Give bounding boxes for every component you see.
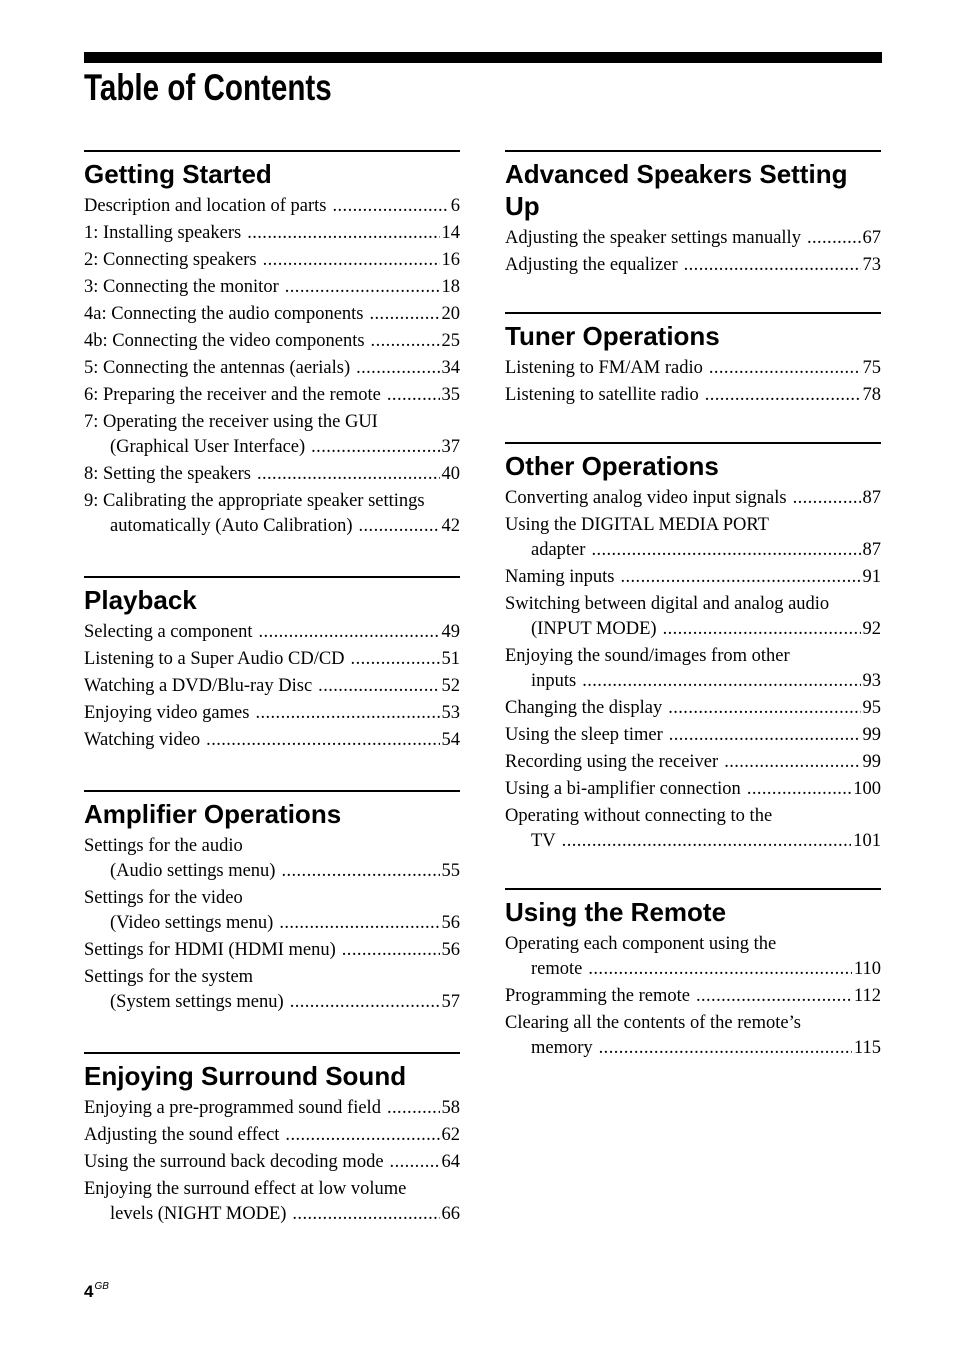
toc-entry[interactable] — [505, 644, 881, 694]
toc-entry-page: 52 — [441, 676, 460, 696]
toc-entry-text: memory — [531, 1038, 593, 1058]
toc-entry-page: 54 — [441, 730, 460, 750]
toc-entry-text: Adjusting the equalizer — [505, 255, 678, 275]
toc-entry-text: Using the surround back decoding mode — [84, 1152, 384, 1172]
toc-entry-line — [505, 777, 881, 802]
toc-entry-page: 35 — [441, 385, 460, 405]
toc-entry-page: 55 — [441, 861, 460, 881]
toc-entry-text: Switching between digital and analog audio — [505, 594, 830, 614]
toc-entry-line — [505, 696, 881, 721]
toc-entry-text: 3: Connecting the monitor — [84, 277, 279, 297]
dot-leader — [582, 669, 860, 694]
toc-entry-line — [505, 565, 881, 590]
toc-section-using-the-remote — [505, 888, 881, 1061]
toc-entry-line — [84, 194, 460, 219]
toc-entry-text: (Video settings menu) — [110, 913, 274, 933]
dot-leader — [311, 435, 439, 460]
dot-leader — [591, 538, 860, 563]
toc-entry-continuation — [84, 990, 460, 1015]
toc-entry-line — [505, 592, 881, 617]
toc-entry-text: remote — [531, 959, 583, 979]
toc-entry-line — [505, 356, 881, 381]
toc-entry-continuation — [505, 669, 881, 694]
toc-entry-line — [84, 489, 460, 514]
toc-entry-text: (Audio settings menu) — [110, 861, 276, 881]
section-heading: Advanced Speakers Setting Up — [505, 159, 848, 221]
toc-entry-page: 56 — [441, 913, 460, 933]
toc-entry-page: 57 — [441, 992, 460, 1012]
toc-entry-line — [505, 644, 881, 669]
toc-entry-text: 4b: Connecting the video components — [84, 331, 365, 351]
toc-entry-text: 7: Operating the receiver using the GUI — [84, 412, 378, 432]
toc-entry[interactable] — [505, 592, 881, 642]
toc-entry-page: 115 — [853, 1038, 881, 1058]
toc-entry-text: Listening to FM/AM radio — [505, 358, 703, 378]
dot-leader — [793, 486, 861, 511]
toc-entry-page: 64 — [441, 1152, 460, 1172]
toc-entry-text: Settings for HDMI (HDMI menu) — [84, 940, 336, 960]
toc-entry-continuation — [505, 617, 881, 642]
toc-entry-continuation — [84, 911, 460, 936]
toc-entry-text: (System settings menu) — [110, 992, 284, 1012]
toc-entry-line — [84, 302, 460, 327]
toc-entry-page: 73 — [862, 255, 881, 275]
dot-leader — [371, 329, 440, 354]
toc-section-advanced-speakers-setting-up — [505, 150, 881, 278]
toc-entry-page: 51 — [441, 649, 460, 669]
toc-entry-line — [84, 383, 460, 408]
toc-entry-page: 6 — [450, 196, 460, 216]
toc-entry-list — [505, 226, 881, 278]
toc-entry-list — [84, 620, 460, 753]
dot-leader — [359, 514, 440, 539]
toc-entry[interactable] — [505, 750, 881, 775]
toc-entry-line — [84, 1150, 460, 1175]
dot-leader — [669, 723, 861, 748]
toc-entry-list — [84, 1096, 460, 1227]
toc-entry-line — [84, 1123, 460, 1148]
toc-entry-continuation — [505, 957, 881, 982]
toc-entry-line — [84, 1096, 460, 1121]
toc-entry[interactable] — [505, 984, 881, 1009]
toc-entry-text: Adjusting the speaker settings manually — [505, 228, 801, 248]
toc-entry-page: 40 — [441, 464, 460, 484]
toc-entry-list — [505, 932, 881, 1061]
dot-leader — [390, 1150, 440, 1175]
dot-leader — [663, 617, 861, 642]
toc-entry-page: 53 — [441, 703, 460, 723]
toc-entry-text: inputs — [531, 671, 577, 691]
toc-entry-text: Settings for the video — [84, 888, 243, 908]
dot-leader — [562, 829, 852, 854]
toc-entry-text: 1: Installing speakers — [84, 223, 242, 243]
toc-entry-text: Using the DIGITAL MEDIA PORT — [505, 515, 769, 535]
toc-entry-page: 112 — [853, 986, 881, 1006]
toc-entry-text: TV — [531, 831, 556, 851]
toc-entry-page: 18 — [441, 277, 460, 297]
dot-leader — [279, 911, 439, 936]
toc-entry-text: Enjoying video games — [84, 703, 250, 723]
dot-leader — [255, 701, 439, 726]
toc-section-other-operations — [505, 442, 881, 854]
toc-entry[interactable] — [505, 565, 881, 590]
toc-entry[interactable] — [84, 275, 460, 300]
page-number-suffix: GB — [94, 1281, 109, 1292]
toc-entry[interactable] — [84, 1096, 460, 1121]
toc-entry-text: automatically (Auto Calibration) — [110, 516, 353, 536]
toc-entry[interactable] — [84, 356, 460, 381]
toc-entry-page: 34 — [441, 358, 460, 378]
toc-entry-line — [505, 513, 881, 538]
toc-entry-text: Description and location of parts — [84, 196, 327, 216]
dot-leader — [292, 1202, 439, 1227]
toc-entry-text: Settings for the audio — [84, 836, 243, 856]
toc-entry-page: 93 — [862, 671, 881, 691]
section-heading: Other Operations — [505, 451, 719, 481]
toc-entry[interactable] — [84, 647, 460, 672]
toc-entry-text: Enjoying the sound/images from other — [505, 646, 790, 666]
toc-entry[interactable] — [84, 834, 460, 884]
toc-entry-continuation — [84, 859, 460, 884]
dot-leader — [285, 1123, 439, 1148]
toc-column-right — [505, 150, 881, 1063]
toc-entry-page: 56 — [441, 940, 460, 960]
section-heading: Playback — [84, 585, 197, 615]
toc-entry-continuation — [84, 514, 460, 539]
toc-entry-line — [84, 221, 460, 246]
dot-leader — [709, 356, 861, 381]
toc-entry-line — [505, 486, 881, 511]
dot-leader — [599, 1036, 852, 1061]
toc-entry[interactable] — [84, 489, 460, 539]
toc-entry-line — [84, 886, 460, 911]
dot-leader — [263, 248, 440, 273]
toc-entry-page: 78 — [862, 385, 881, 405]
toc-entry-text: Operating without connecting to the — [505, 806, 773, 826]
toc-entry-line — [84, 674, 460, 699]
toc-entry-page: 37 — [441, 437, 460, 457]
toc-entry-page: 75 — [862, 358, 881, 378]
toc-entry-page: 66 — [441, 1204, 460, 1224]
dot-leader — [333, 194, 449, 219]
dot-leader — [724, 750, 860, 775]
toc-entry[interactable] — [505, 1011, 881, 1061]
toc-entry-list — [84, 194, 460, 539]
toc-entry-text: Clearing all the contents of the remote’s — [505, 1013, 801, 1033]
section-heading: Getting Started — [84, 159, 272, 189]
toc-entry[interactable] — [84, 965, 460, 1015]
toc-entry[interactable] — [84, 1177, 460, 1227]
toc-entry-line — [505, 226, 881, 251]
toc-entry-page: 25 — [441, 331, 460, 351]
toc-entry-page: 67 — [862, 228, 881, 248]
section-heading: Enjoying Surround Sound — [84, 1061, 407, 1091]
toc-entry-continuation — [84, 1202, 460, 1227]
dot-leader — [620, 565, 860, 590]
toc-entry[interactable] — [505, 513, 881, 563]
toc-entry-text: 8: Setting the speakers — [84, 464, 251, 484]
dot-leader — [356, 356, 439, 381]
toc-entry-page: 49 — [441, 622, 460, 642]
toc-entry-page: 14 — [441, 223, 460, 243]
toc-entry[interactable] — [84, 701, 460, 726]
toc-entry-list — [505, 486, 881, 854]
dot-leader — [259, 620, 440, 645]
toc-entry-page: 100 — [853, 779, 881, 799]
toc-entry-text: Adjusting the sound effect — [84, 1125, 280, 1145]
dot-leader — [705, 383, 861, 408]
toc-entry-page: 101 — [853, 831, 881, 851]
toc-entry-text: Listening to satellite radio — [505, 385, 699, 405]
toc-section-getting-started — [84, 150, 460, 539]
toc-entry[interactable] — [84, 886, 460, 936]
toc-entry-page: 110 — [853, 959, 881, 979]
toc-entry[interactable] — [84, 1150, 460, 1175]
toc-entry[interactable] — [84, 302, 460, 327]
toc-entry[interactable] — [505, 356, 881, 381]
section-heading: Amplifier Operations — [84, 799, 342, 829]
toc-entry[interactable] — [84, 221, 460, 246]
toc-entry-continuation — [505, 1036, 881, 1061]
dot-leader — [290, 990, 440, 1015]
toc-entry-text: Enjoying a pre-programmed sound field — [84, 1098, 381, 1118]
toc-entry-line — [84, 248, 460, 273]
toc-entry-line — [84, 965, 460, 990]
dot-leader — [747, 777, 851, 802]
page-footer — [84, 1282, 109, 1302]
toc-entry-text: levels (NIGHT MODE) — [110, 1204, 287, 1224]
toc-entry-line — [84, 938, 460, 963]
dot-leader — [387, 383, 440, 408]
toc-entry-line — [84, 834, 460, 859]
toc-entry-line — [84, 728, 460, 753]
toc-entry-page: 42 — [441, 516, 460, 536]
toc-entry-page: 87 — [862, 540, 881, 560]
toc-entry-line — [505, 253, 881, 278]
toc-entry-text: Using a bi-amplifier connection — [505, 779, 741, 799]
title-rule — [84, 52, 882, 63]
toc-entry[interactable] — [505, 723, 881, 748]
dot-leader — [281, 859, 439, 884]
toc-entry-text: 5: Connecting the antennas (aerials) — [84, 358, 351, 378]
toc-entry-page: 87 — [862, 488, 881, 508]
toc-entry[interactable] — [505, 696, 881, 721]
dot-leader — [588, 957, 852, 982]
dot-leader — [247, 221, 439, 246]
toc-entry-line — [505, 750, 881, 775]
toc-section-enjoying-surround-sound — [84, 1052, 460, 1227]
toc-entry-text: Changing the display — [505, 698, 663, 718]
toc-entry-page: 99 — [862, 752, 881, 772]
toc-entry[interactable] — [505, 486, 881, 511]
toc-entry-text: adapter — [531, 540, 586, 560]
toc-entry-text: (INPUT MODE) — [531, 619, 657, 639]
toc-entry[interactable] — [84, 410, 460, 460]
toc-entry-line — [505, 932, 881, 957]
dot-leader — [370, 302, 440, 327]
toc-entry-line — [505, 804, 881, 829]
toc-entry[interactable] — [505, 777, 881, 802]
toc-section-amplifier-operations — [84, 790, 460, 1015]
section-heading: Using the Remote — [505, 897, 727, 927]
toc-entry[interactable] — [84, 194, 460, 219]
toc-entry-page: 62 — [441, 1125, 460, 1145]
toc-entry-line — [84, 620, 460, 645]
dot-leader — [684, 253, 861, 278]
toc-entry[interactable] — [84, 728, 460, 753]
toc-section-playback — [84, 576, 460, 753]
toc-entry-line — [84, 329, 460, 354]
dot-leader — [696, 984, 852, 1009]
dot-leader — [342, 938, 440, 963]
page-number: 4 — [84, 1282, 94, 1301]
dot-leader — [668, 696, 860, 721]
toc-entry[interactable] — [84, 1123, 460, 1148]
toc-entry-text: 9: Calibrating the appropriate speaker settings — [84, 491, 425, 511]
toc-entry-text: Programming the remote — [505, 986, 690, 1006]
toc-entry-continuation — [505, 538, 881, 563]
toc-entry-line — [84, 410, 460, 435]
dot-leader — [387, 1096, 440, 1121]
toc-entry-page: 16 — [441, 250, 460, 270]
toc-entry-list — [84, 834, 460, 1015]
toc-entry-line — [84, 462, 460, 487]
toc-entry[interactable] — [84, 329, 460, 354]
dot-leader — [351, 647, 440, 672]
toc-entry-line — [505, 723, 881, 748]
toc-entry-text: Operating each component using the — [505, 934, 777, 954]
toc-entry[interactable] — [84, 938, 460, 963]
toc-entry[interactable] — [505, 383, 881, 408]
toc-entry-text: Selecting a component — [84, 622, 253, 642]
toc-entry-page: 58 — [441, 1098, 460, 1118]
page-title: Table of Contents — [84, 67, 332, 108]
toc-entry-page: 95 — [862, 698, 881, 718]
toc-section-tuner-operations — [505, 312, 881, 408]
toc-entry-text: Watching video — [84, 730, 201, 750]
toc-entry-text: Enjoying the surround effect at low volume — [84, 1179, 407, 1199]
dot-leader — [807, 226, 861, 251]
toc-entry[interactable] — [84, 674, 460, 699]
dot-leader — [257, 462, 440, 487]
toc-column-left — [84, 150, 460, 1229]
toc-entry-text: Watching a DVD/Blu-ray Disc — [84, 676, 313, 696]
toc-entry-text: Recording using the receiver — [505, 752, 719, 772]
toc-entry[interactable] — [505, 932, 881, 982]
toc-entry-text: Listening to a Super Audio CD/CD — [84, 649, 345, 669]
dot-leader — [206, 728, 439, 753]
toc-entry-text: Settings for the system — [84, 967, 254, 987]
toc-entry-line — [84, 275, 460, 300]
toc-entry-line — [505, 383, 881, 408]
toc-entry[interactable] — [84, 248, 460, 273]
toc-entry-page: 92 — [862, 619, 881, 639]
toc-entry-line — [84, 356, 460, 381]
section-heading: Tuner Operations — [505, 321, 720, 351]
toc-entry-line — [84, 701, 460, 726]
toc-entry-continuation — [505, 829, 881, 854]
toc-entry-text: Using the sleep timer — [505, 725, 663, 745]
toc-entry[interactable] — [84, 620, 460, 645]
toc-entry-line — [505, 1011, 881, 1036]
toc-entry-text: (Graphical User Interface) — [110, 437, 306, 457]
toc-entry-line — [84, 647, 460, 672]
toc-entry-page: 99 — [862, 725, 881, 745]
toc-entry[interactable] — [505, 804, 881, 854]
toc-entry-text: Converting analog video input signals — [505, 488, 787, 508]
toc-entry-page: 20 — [441, 304, 460, 324]
toc-entry-text: 6: Preparing the receiver and the remote — [84, 385, 381, 405]
toc-entry-continuation — [84, 435, 460, 460]
dot-leader — [318, 674, 439, 699]
toc-entry-list — [505, 356, 881, 408]
dot-leader — [285, 275, 440, 300]
toc-entry-text: Naming inputs — [505, 567, 615, 587]
toc-entry-line — [84, 1177, 460, 1202]
toc-entry-line — [505, 984, 881, 1009]
toc-entry-text: 2: Connecting speakers — [84, 250, 257, 270]
toc-entry[interactable] — [505, 253, 881, 278]
toc-entry[interactable] — [84, 462, 460, 487]
toc-entry[interactable] — [84, 383, 460, 408]
toc-entry-text: 4a: Connecting the audio components — [84, 304, 364, 324]
toc-entry-page: 91 — [862, 567, 881, 587]
toc-entry[interactable] — [505, 226, 881, 251]
